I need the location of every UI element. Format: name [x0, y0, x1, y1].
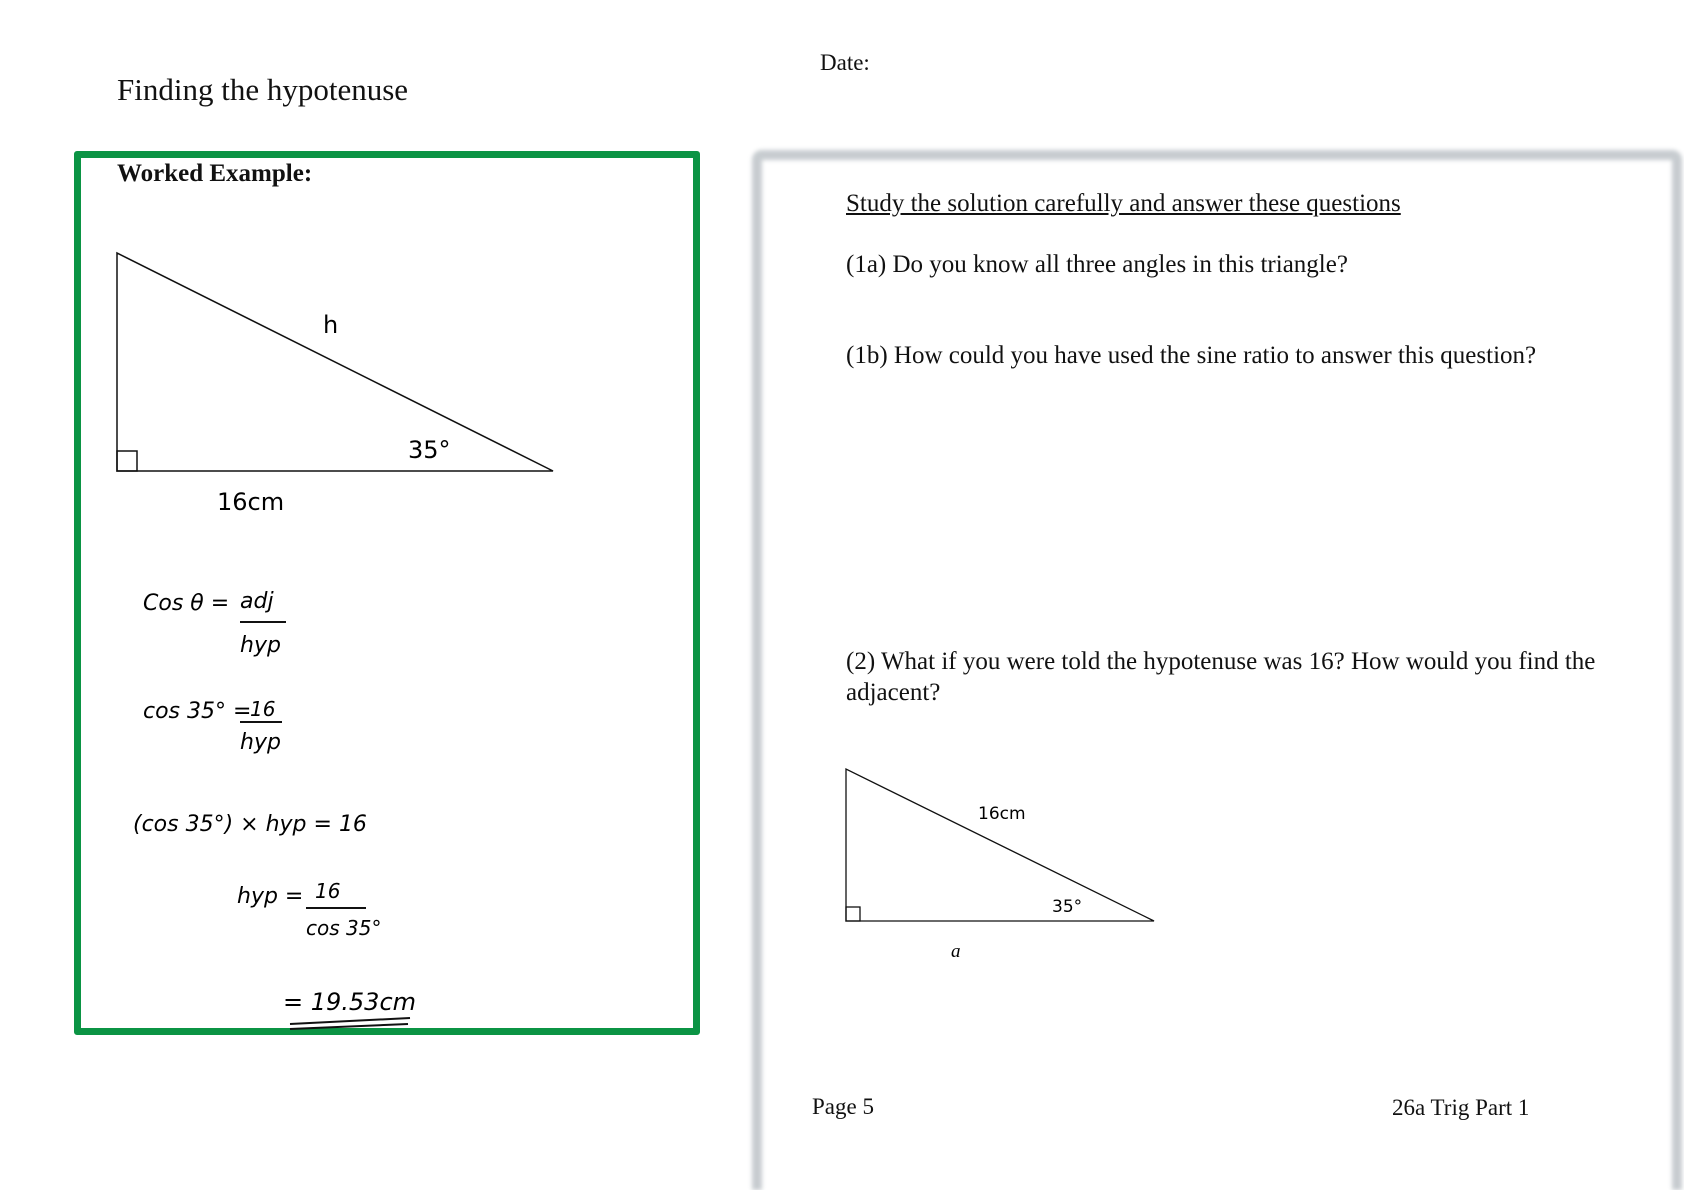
answer-underline-2	[290, 1024, 408, 1029]
footer-course-title: 26a Trig Part 1	[1392, 1095, 1530, 1120]
working-line3: (cos 35°) × hyp = 16	[133, 812, 367, 837]
working-line1-num: adj	[240, 589, 274, 614]
working-line2-num: 16	[250, 697, 276, 721]
working-line2-den: hyp	[240, 730, 281, 755]
triangle-2-angle-label: 35°	[1052, 897, 1083, 917]
right-angle-marker-1	[117, 451, 137, 471]
worked-example-heading: Worked Example:	[117, 160, 313, 187]
triangle-1-angle-label: 35°	[408, 436, 451, 464]
working-line4-num: 16	[315, 879, 341, 903]
page-title: Finding the hypotenuse	[117, 72, 409, 107]
triangle-2-base-label: a	[951, 941, 961, 962]
triangle-1-base-label: 16cm	[217, 488, 285, 516]
question-2: (2) What if you were told the hypotenuse was 16? How would you find the adjacent?	[846, 648, 1596, 706]
footer-page-number: Page 5	[812, 1094, 874, 1119]
question-1a: (1a) Do you know all three angles in this triangle?	[846, 251, 1348, 278]
working-line4-den: cos 35°	[306, 916, 382, 940]
question-1b: (1b) How could you have used the sine ratio to answer this question?	[846, 342, 1537, 369]
working-line2-left: cos 35° =	[143, 699, 252, 724]
working-line4-left: hyp =	[237, 884, 304, 909]
questions-heading: Study the solution carefully and answer these questions	[846, 190, 1401, 217]
working-line1-left: Cos θ =	[143, 591, 230, 616]
triangle-1-hyp-label: h	[323, 311, 339, 339]
working-line1-den: hyp	[240, 633, 281, 658]
date-label: Date:	[820, 50, 870, 75]
answer-underline-1	[290, 1018, 410, 1024]
working-answer: = 19.53cm	[283, 988, 417, 1016]
triangle-1	[117, 253, 553, 471]
triangle-2-hyp-label: 16cm	[978, 804, 1026, 824]
